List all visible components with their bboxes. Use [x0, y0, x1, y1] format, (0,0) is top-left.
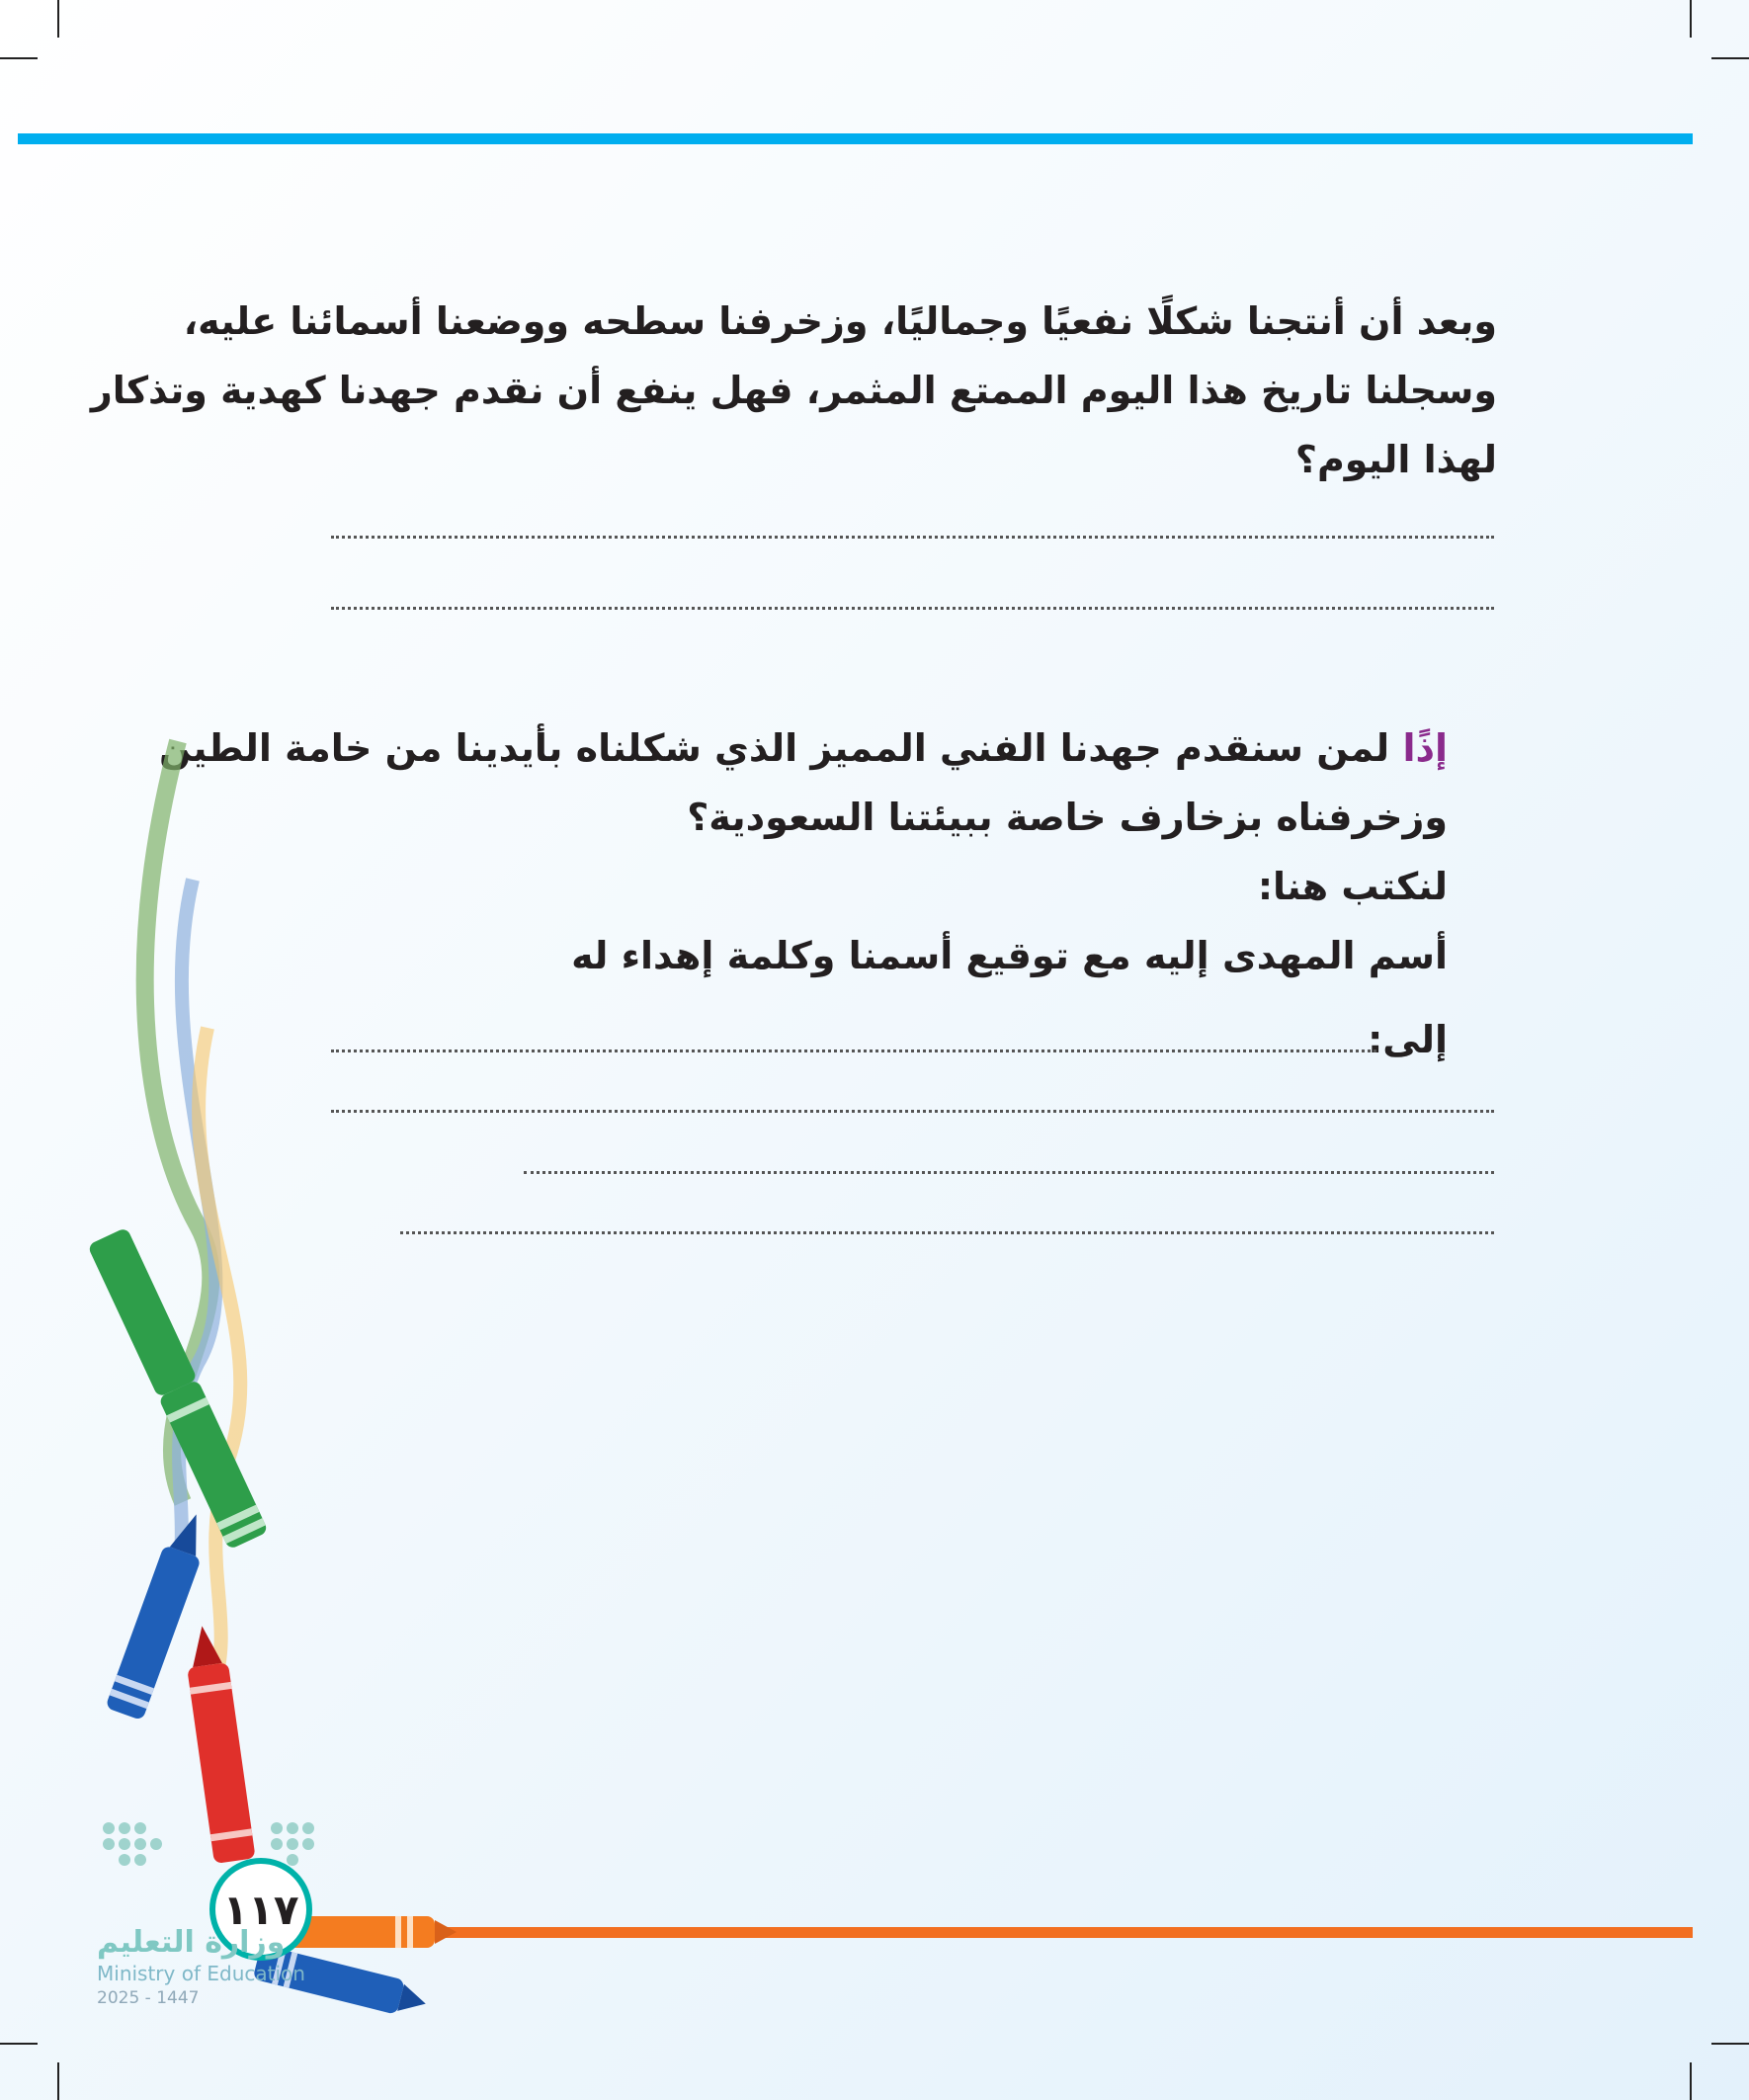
- answer-line[interactable]: [331, 1110, 1494, 1113]
- crayons-illustration: [0, 712, 464, 2016]
- text-fragment: لمن سنقدم جهدنا الفني المميز الذي شكلناه بأيدينا من خامة الطين: [158, 726, 1403, 770]
- answer-line[interactable]: [331, 536, 1494, 539]
- crop-mark: [1711, 57, 1749, 59]
- ministry-name-english: Ministry of Education: [97, 1962, 305, 1985]
- text-line: وزخرفناه بزخارف خاصة ببيئتنا السعودية؟: [687, 796, 1448, 839]
- to-label: إلى:: [1368, 1018, 1448, 1061]
- crop-mark: [1690, 2062, 1692, 2100]
- paragraph-question: [158, 714, 1448, 990]
- text-line: لهذا اليوم؟: [1294, 438, 1497, 481]
- ministry-year: 2025 - 1447: [97, 1988, 200, 2008]
- red-crayon: [182, 1623, 256, 1864]
- text-line: لنكتب هنا:: [1257, 865, 1448, 908]
- page-number: ١١٧: [209, 1858, 312, 1961]
- recipient-line[interactable]: [331, 1050, 1376, 1052]
- text-line: [158, 714, 1448, 783]
- paragraph-intro: [90, 287, 1497, 494]
- top-rule: [18, 133, 1693, 144]
- crop-mark: [1690, 0, 1692, 38]
- ministry-logo-dots: [103, 1822, 314, 1866]
- answer-line[interactable]: [331, 607, 1494, 610]
- answer-line[interactable]: [524, 1171, 1494, 1174]
- ministry-name-arabic: وزارة التعليم: [97, 1925, 286, 1960]
- bottom-rule: [435, 1927, 1693, 1938]
- text-line: وبعد أن أنتجنا شكلًا نفعيًا وجماليًا، وزخرفنا سطحه ووضعنا أسمائنا عليه،: [183, 299, 1497, 343]
- crop-mark: [0, 2043, 38, 2045]
- text-line: أسم المهدى إليه مع توقيع أسمنا وكلمة إهداء له: [571, 934, 1448, 977]
- crop-mark: [57, 0, 59, 38]
- crop-mark: [0, 57, 38, 59]
- accent-word: إذًا: [1402, 726, 1448, 770]
- answer-line[interactable]: [400, 1231, 1494, 1234]
- text-line: وسجلنا تاريخ هذا اليوم الممتع المثمر، فهل ينفع أن نقدم جهدنا كهدية وتذكار: [90, 369, 1497, 412]
- crop-mark: [1711, 2043, 1749, 2045]
- crop-mark: [57, 2062, 59, 2100]
